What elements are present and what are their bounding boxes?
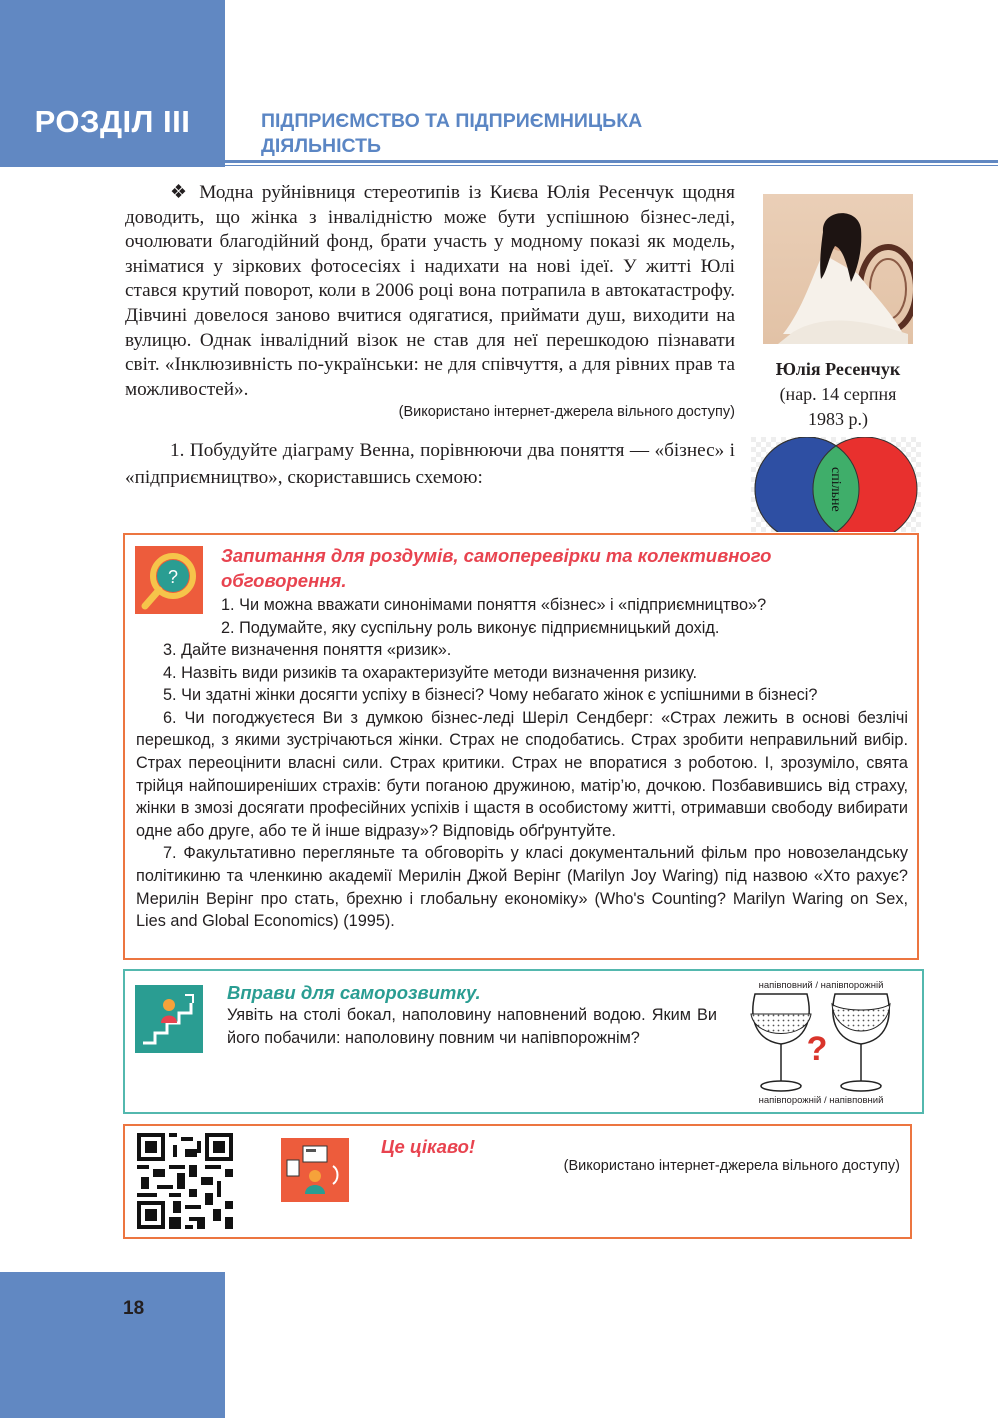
questions-list bbox=[136, 639, 908, 933]
chapter-block bbox=[0, 0, 225, 167]
chapter-title bbox=[261, 109, 961, 159]
glass-caption-bottom: напівпорожній / напівповний bbox=[758, 1095, 884, 1106]
stairs-person-icon bbox=[135, 985, 203, 1053]
portrait-caption bbox=[755, 357, 921, 432]
page-number: 18 bbox=[123, 1298, 145, 1319]
question-7: 7. Факультативно перегляньте та обговоріть у класі документальний фільм про новозеландську політикиню та членкиню академії Мерилін Джой Верінг (Marilyn Joy Waring) під назвою «Хто рахує? Мерилін Верінг про стать, брехню і глобальну економіку» (Who's Counting? Marilyn Waring on Sex, Lies and Global Economics) (1995). bbox=[136, 844, 908, 931]
question-5: 5. Чи здатні жінки досягти успіху в бізнесі? Чому небагато жінок є успішними в бізнесі? bbox=[163, 686, 818, 705]
caption-born-line2: 1983 р.) bbox=[808, 409, 868, 429]
portrait-photo bbox=[763, 194, 913, 344]
questions-heading: Запитання для роздумів, самоперевірки та колективного обговорення. bbox=[221, 545, 772, 591]
question-6: 6. Чи погоджуєтеся Ви з думкою бізнес-леді Шеріл Сендберг: «Страх лежить в основі безлічі перешкод, з якими зустрічаються жінки. Страх не сподобатись. Страх зробити неправильний вибір. Страх переоцінити власні сили. Страх критики. Страх не впоратися з роботою. І, зрозуміло, свята трійця найпоширеніших страхів: бути поганою дружиною, матір’ю, дочкою. Позбавившись від страху, жінки в змозі досягати професійних успіхів і щастя в особистому житті, отримавши свободу вибирати одне або друге, або те й інше відразу»? Відповідь обґрунтуйте. bbox=[136, 708, 908, 840]
chapter-label: РОЗДІЛ ІІІ bbox=[34, 104, 191, 139]
wine-glasses-illustration bbox=[741, 978, 901, 1110]
footer-block bbox=[0, 1272, 225, 1418]
exercise-text: Уявіть на столі бокал, наполовину наповнений водою. Яким Ви його побачили: наполовину повним чи напівпорожнім? bbox=[227, 1006, 717, 1047]
task-1-text: 1. Побудуйте діаграму Венна, порівнюючи два поняття — «бізнес» і «підприємництво», скориставшись схемою: bbox=[125, 440, 735, 488]
venn-diagram bbox=[751, 437, 921, 532]
caption-born-line1: (нар. 14 серпня bbox=[779, 384, 897, 404]
task-1 bbox=[125, 437, 735, 491]
magnifier-question-icon bbox=[135, 546, 203, 614]
intro-source: (Використано інтернет-джерела вільного доступу) bbox=[398, 404, 735, 420]
glass-caption-top: напівповний / напівпорожній bbox=[758, 980, 884, 991]
caption-name: Юлія Ресенчук bbox=[775, 359, 901, 379]
svg-text:?: ? bbox=[167, 567, 179, 587]
chapter-title-line2: ДІЯЛЬНІСТЬ bbox=[261, 135, 382, 157]
qr-code-icon[interactable] bbox=[137, 1133, 233, 1229]
chapter-title-line1: ПІДПРИЄМСТВО ТА ПІДПРИЄМНИЦЬКА bbox=[261, 110, 643, 132]
intro-paragraph bbox=[125, 181, 735, 402]
question-3: 3. Дайте визначення поняття «ризик». bbox=[163, 641, 452, 659]
header-rule-thin bbox=[225, 165, 998, 166]
question-4: 4. Назвіть види ризиків та охарактеризуйте методи визначення ризику. bbox=[163, 663, 698, 682]
interesting-source: (Використано інтернет-джерела вільного доступу) bbox=[563, 1158, 900, 1174]
interesting-heading: Це цікаво! bbox=[381, 1136, 476, 1157]
portrait-illustration bbox=[763, 194, 913, 344]
wine-glass-right-icon bbox=[832, 994, 890, 1091]
venn-common-label: спільне bbox=[828, 467, 843, 512]
interesting-facts-icon bbox=[281, 1138, 349, 1202]
question-1: 1. Чи можна вважати синонімами поняття «бізнес» і «підприємництво»? bbox=[221, 596, 767, 614]
wine-glass-left-icon bbox=[751, 994, 811, 1091]
glass-question-mark: ? bbox=[806, 1030, 828, 1068]
exercise-heading: Вправи для саморозвитку. bbox=[227, 982, 481, 1003]
intro-text: ❖ Модна руйнівниця стереотипів із Києва Юлія Ресенчук щодня доводить, що жінка з інвалідністю може бути успішною бізнес-леді, очолювати благодійний фонд, брати участь у модному показі як модель, зніматися у зіркових фотосесіях і надихати на нові ідеї. У житті Юлі стався крутий поворот, коли в 2006 році вона потрапила в автокатастрофу. Дівчині довелося заново вчитися одягатися, приймати душ, виходити на вулицю. Однак інвалідний візок не став для неї перешкодою пізнавати світ. «Інклюзивність по-українськи: не для співчуття, а для рівних прав та можливостей». bbox=[125, 182, 735, 400]
header-rule bbox=[225, 160, 998, 163]
question-2: 2. Подумайте, яку суспільну роль виконує підприємницький дохід. bbox=[221, 619, 720, 637]
